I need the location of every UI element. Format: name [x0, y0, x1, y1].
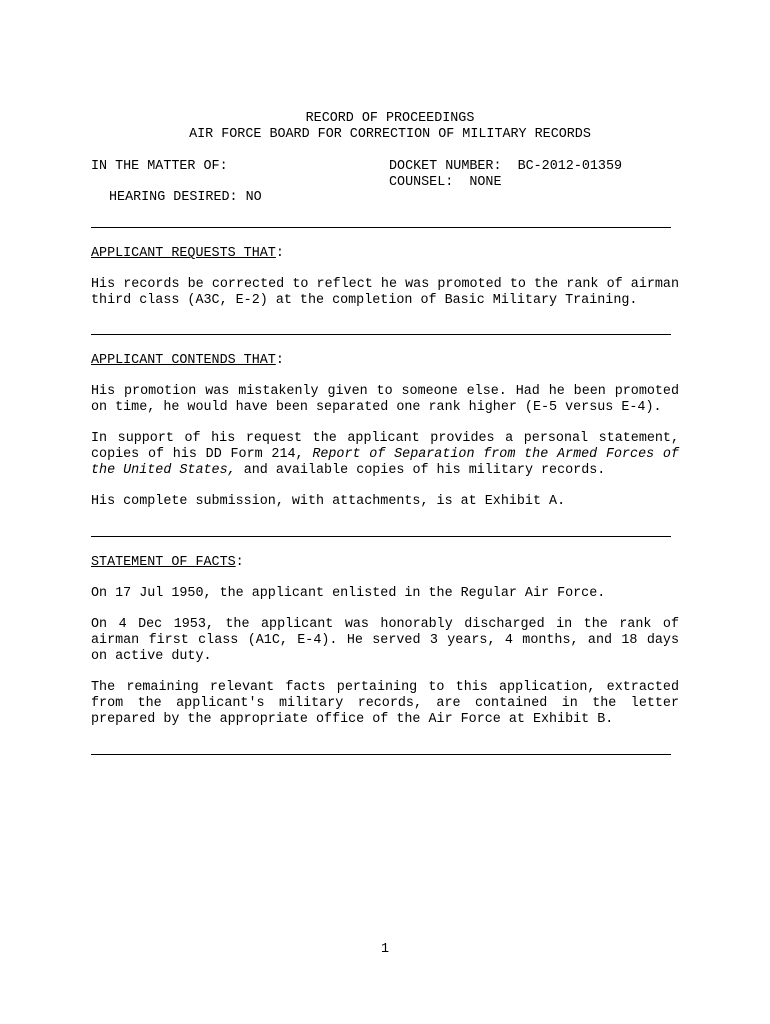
facts-paragraph-3: The remaining relevant facts pertaining to this application, extracted from the applicant's military records, are contained in the letter prepared by the appropriate office of the Air Force at Exhibit B. — [91, 680, 679, 727]
in-the-matter-of: IN THE MATTER OF: — [91, 159, 228, 174]
document-title: RECORD OF PROCEEDINGS — [305, 111, 475, 126]
form-title: Report of Separation from the Armed Forces of the United States, — [91, 447, 679, 478]
page-number: 1 — [380, 942, 390, 957]
contends-paragraph-2: In support of his request the applicant provides a personal statement, copies of his DD Form 214, Report of Separation from the Armed Forces of the United States, and available copies of his military records. — [91, 431, 679, 478]
section-divider — [91, 754, 671, 755]
document-body — [91, 111, 679, 755]
matter-block — [91, 159, 679, 207]
board-name: AIR FORCE BOARD FOR CORRECTION OF MILITARY RECORDS — [189, 127, 591, 142]
contends-heading: APPLICANT CONTENDS THAT: — [91, 353, 284, 368]
facts-paragraph-2: On 4 Dec 1953, the applicant was honorably discharged in the rank of airman first class (A1C, E-4). He served 3 years, 4 months, and 18 days on active duty. — [91, 617, 679, 664]
requests-paragraph: His records be corrected to reflect he was promoted to the rank of airman third class (A3C, E-2) at the completion of Basic Military Training. — [91, 277, 679, 308]
docket-number: DOCKET NUMBER: BC-2012-01359 — [389, 159, 623, 174]
facts-paragraph-1: On 17 Jul 1950, the applicant enlisted in the Regular Air Force. — [91, 586, 606, 601]
requests-heading: APPLICANT REQUESTS THAT: — [91, 246, 284, 261]
contends-paragraph-1: His promotion was mistakenly given to someone else. Had he been promoted on time, he would have been separated one rank higher (E-5 versus E-4). — [91, 384, 679, 415]
contends-paragraph-3: His complete submission, with attachments, is at Exhibit A. — [91, 494, 566, 509]
facts-heading: STATEMENT OF FACTS: — [91, 555, 244, 570]
docket-info — [389, 159, 622, 191]
hearing-desired: HEARING DESIRED: NO — [109, 190, 262, 205]
counsel: COUNSEL: NONE — [389, 175, 502, 190]
